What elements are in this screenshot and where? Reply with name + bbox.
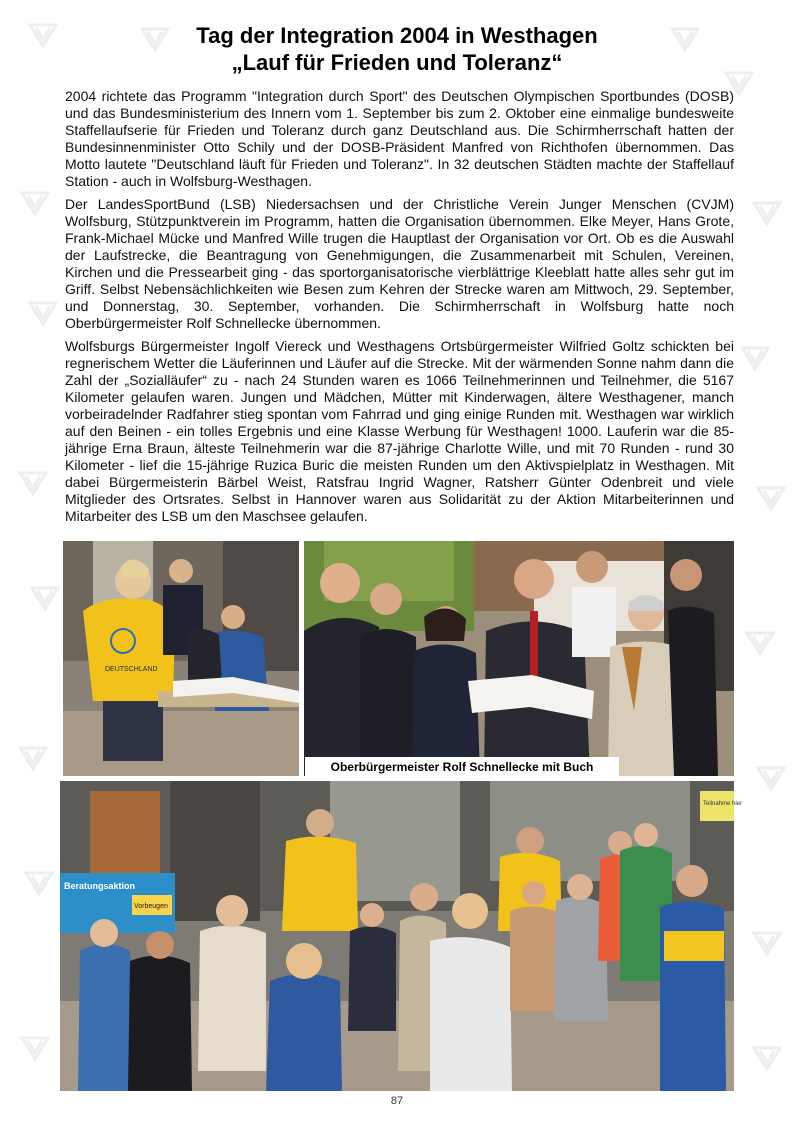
photo-children-event <box>60 781 743 1091</box>
watermark-logo-icon <box>30 585 60 611</box>
watermark-logo-icon <box>20 190 50 216</box>
watermark-logo-icon <box>745 630 775 656</box>
watermark-logo-icon <box>740 345 770 371</box>
title-line-1: Tag der Integration 2004 in Westhagen <box>196 23 598 48</box>
watermark-logo-icon <box>24 870 54 896</box>
watermark-logo-icon <box>28 300 58 326</box>
paragraph: 2004 richtete das Programm "Integration durch Sport" des Deutschen Olympischen Sportbundes (DOSB) und das Bundesministerium des Innern vom 1. September bis zum 2. Oktober eine einmalige bundesweite Staffellaufserie für Frieden und Toleranz durch ganz Deutschland aus. Die Schirmherrschaft hatten der Bundesinnenminister Otto Schily und der DOSB-Präsident Manfred von Richthofen übernommen. Das Motto lautete "Deutschland läuft für Frieden und Toleranz". In 32 deutschen Städten machte der Staffellauf Station - auch in Wolfsburg-Westhagen. <box>65 88 734 189</box>
banner-text: Beratungsaktion <box>64 881 136 891</box>
watermark-logo-icon <box>20 1035 50 1061</box>
sign-text: Teilnahme hier <box>703 801 743 807</box>
article-body <box>65 88 734 531</box>
shirt-text: DEUTSCHLAND <box>105 666 158 673</box>
page-number: 87 <box>390 1095 404 1107</box>
title-line-2: „Lauf für Frieden und Toleranz“ <box>231 50 563 75</box>
watermark-logo-icon <box>752 200 782 226</box>
watermark-logo-icon <box>18 745 48 771</box>
photo-caption: Oberbürgermeister Rolf Schnellecke mit Buch <box>305 757 619 778</box>
photo-mayor-with-book <box>304 541 734 776</box>
banner-sub-text: Vorbeugen <box>134 903 168 910</box>
watermark-logo-icon <box>756 485 786 511</box>
watermark-logo-icon <box>18 470 48 496</box>
paragraph: Der LandesSportBund (LSB) Niedersachsen und der Christliche Verein Junger Menschen (CVJM) Wolfsburg, Stützpunktverein im Programm, hatten die Organisation übernommen. Elke Meyer, Hans Grote, Frank-Michael Mücke und Manfred Wille trugen die Hauptlast der Organisation vor Ort. Ob es die Auswahl der Laufstrecke, die Beantragung von Genehmigungen, die Zusammenarbeit mit Schulen, Vereinen, Kirchen und die Pressearbeit ging - das sportorganisatorische vierblättrige Kleeblatt hatte alles sehr gut im Griff. Selbst Nebensächlichkeiten wie Besen zum Kehren der Strecke waren am Mittwoch, 29. September, und Donnerstag, 30. September, vorhanden. Die Schirmherrschaft in Wolfsburg hatte noch Oberbürgermeister Rolf Schnellecke übernommen. <box>65 196 734 331</box>
watermark-logo-icon <box>752 930 782 956</box>
watermark-logo-icon <box>752 1045 782 1071</box>
watermark-logo-icon <box>756 765 786 791</box>
page-title <box>0 22 794 76</box>
photo-signing-book <box>63 541 299 776</box>
paragraph: Wolfsburgs Bürgermeister Ingolf Viereck und Westhagens Ortsbürgermeister Wilfried Goltz schickten bei regnerischem Wetter die Läuferinnen und Läufer auf die Strecke. Mit der wärmenden Sonne nahm dann die Zahl der „Sozialläufer“ zu - nach 24 Stunden waren es 1066 Teilnehmerinnen und Teilnehmer, die 5167 Kilometer gelaufen waren. Jungen und Mädchen, Mütter mit Kinderwagen, ältere Westhagener, manch vorbeiradelnder Radfahrer stieg spontan vom Fahrrad und ging einige Runden mit. Westhagen war wirklich auf den Beinen - ein tolles Ergebnis und eine Klasse Werbung für Westhagen! 1000. Lauferin war die 85-jährige Erna Braun, älteste Teilnehmerin war die 87-jährige Charlotte Wille, und mit 70 Runden - rund 30 Kilometer - lief die 15-jährige Ruzica Buric die meisten Runden um den Aktivspielplatz in Westhagen. Mit dabei Bürgermeisterin Bärbel Weist, Ratsfrau Ingrid Wagner, Ratsherr Günter Odenbreit und viele Mitglieder des Ortsrates. Selbst in Hannover waren aus Solidarität zu der Aktion Mitarbeiterinnen und Mitarbeiter des LSB um den Maschsee gelaufen. <box>65 338 734 524</box>
